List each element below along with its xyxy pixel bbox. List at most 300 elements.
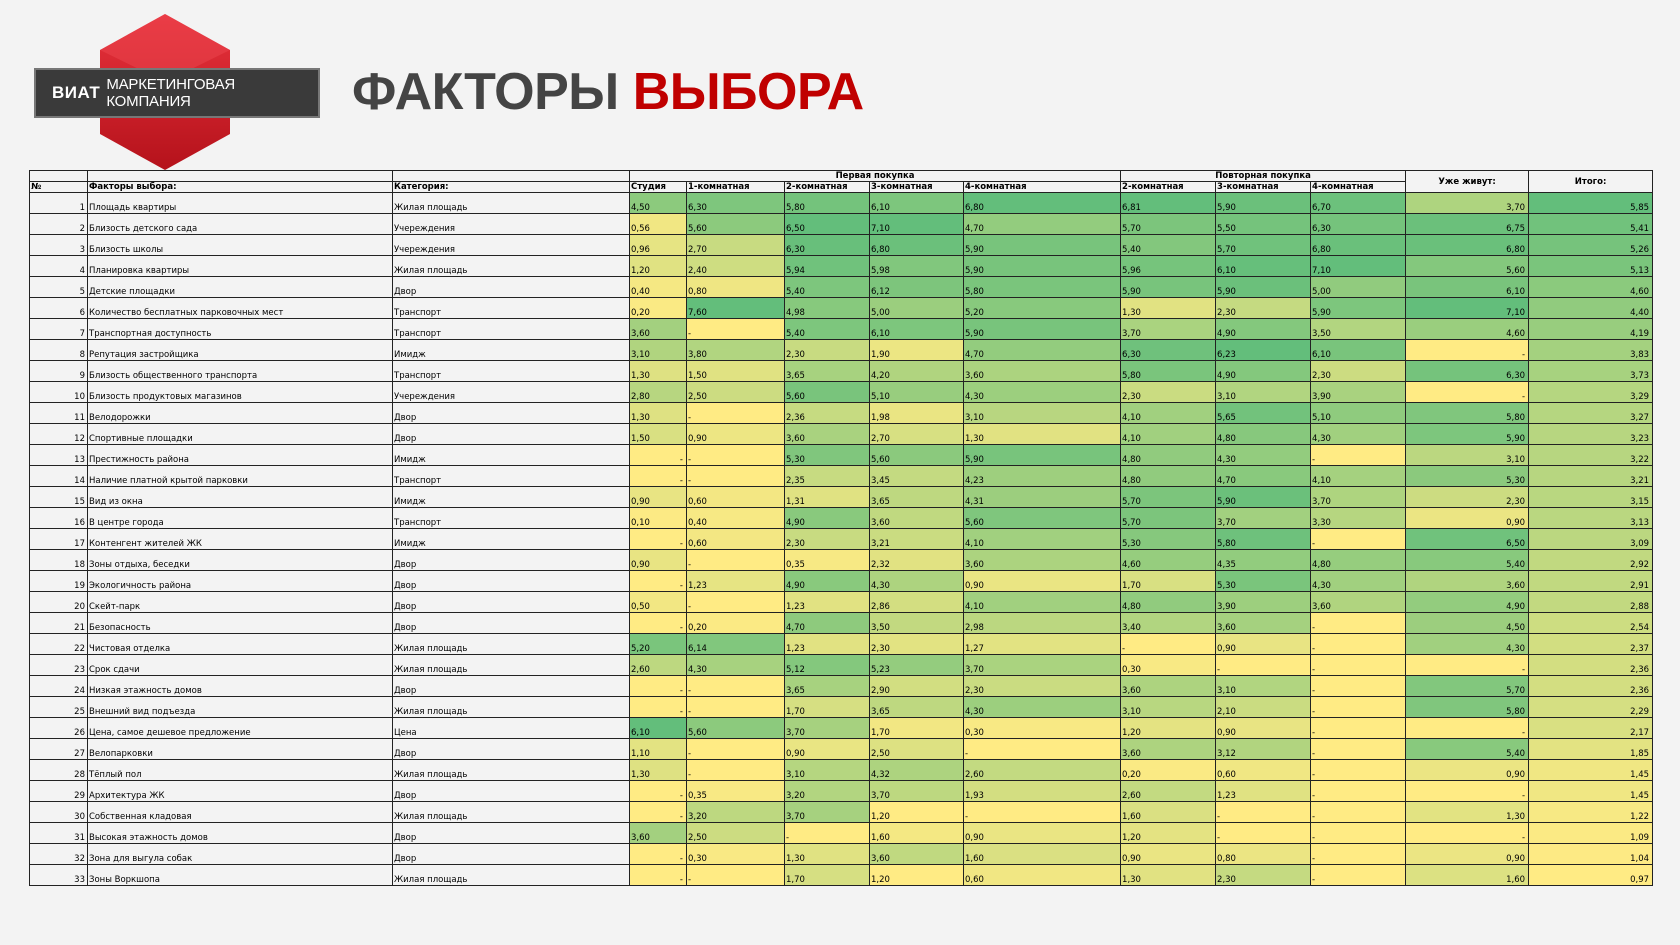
value-cell: 0,60: [1216, 760, 1311, 781]
category-cell: Жилая площадь: [393, 655, 630, 676]
value-cell: 4,80: [1121, 466, 1216, 487]
table-row: [30, 256, 1653, 277]
factor-cell: Близость продуктовых магазинов: [88, 382, 393, 403]
already-live-cell: 6,80: [1406, 235, 1529, 256]
value-cell: 6,81: [1121, 193, 1216, 214]
value-cell: 3,20: [785, 781, 870, 802]
value-cell: -: [687, 403, 785, 424]
table-row: [30, 634, 1653, 655]
table-row: [30, 823, 1653, 844]
header-blank: [30, 171, 88, 182]
category-cell: Учереждения: [393, 235, 630, 256]
value-cell: 4,30: [687, 655, 785, 676]
value-cell: 2,30: [964, 676, 1121, 697]
value-cell: 4,31: [964, 487, 1121, 508]
value-cell: 1,60: [964, 844, 1121, 865]
value-cell: 3,10: [785, 760, 870, 781]
value-cell: 5,70: [1216, 235, 1311, 256]
table-row: [30, 298, 1653, 319]
factor-cell: Архитектура ЖК: [88, 781, 393, 802]
total-cell: 2,36: [1529, 655, 1653, 676]
value-cell: 0,80: [687, 277, 785, 298]
table-row: [30, 193, 1653, 214]
value-cell: 1,30: [630, 361, 687, 382]
table-row: [30, 235, 1653, 256]
table-row: [30, 487, 1653, 508]
factor-cell: Репутация застройщика: [88, 340, 393, 361]
header-num: №: [30, 182, 88, 193]
value-cell: 6,70: [1311, 193, 1406, 214]
value-cell: 0,10: [630, 508, 687, 529]
value-cell: 0,40: [687, 508, 785, 529]
header-repeat-col: 4-комнатная: [1311, 182, 1406, 193]
total-cell: 5,13: [1529, 256, 1653, 277]
total-cell: 3,29: [1529, 382, 1653, 403]
value-cell: 4,90: [1216, 319, 1311, 340]
row-number: 28: [30, 760, 88, 781]
total-cell: 3,22: [1529, 445, 1653, 466]
already-live-cell: 1,60: [1406, 865, 1529, 886]
value-cell: -: [1121, 634, 1216, 655]
value-cell: -: [964, 739, 1121, 760]
table-row: [30, 697, 1653, 718]
value-cell: -: [630, 865, 687, 886]
value-cell: 2,32: [870, 550, 964, 571]
value-cell: -: [964, 802, 1121, 823]
value-cell: -: [1311, 760, 1406, 781]
value-cell: 6,30: [1311, 214, 1406, 235]
row-number: 1: [30, 193, 88, 214]
total-cell: 5,26: [1529, 235, 1653, 256]
value-cell: 5,30: [785, 445, 870, 466]
value-cell: 4,10: [964, 592, 1121, 613]
table-row: [30, 739, 1653, 760]
row-number: 27: [30, 739, 88, 760]
value-cell: 2,98: [964, 613, 1121, 634]
value-cell: 5,00: [1311, 277, 1406, 298]
table-body: [30, 193, 1653, 886]
value-cell: 5,60: [687, 214, 785, 235]
value-cell: 5,90: [1216, 193, 1311, 214]
value-cell: -: [687, 550, 785, 571]
value-cell: 2,30: [1216, 298, 1311, 319]
row-number: 30: [30, 802, 88, 823]
value-cell: 2,70: [687, 235, 785, 256]
value-cell: 7,60: [687, 298, 785, 319]
row-number: 15: [30, 487, 88, 508]
factor-cell: Велопарковки: [88, 739, 393, 760]
factor-cell: Близость детского сада: [88, 214, 393, 235]
total-cell: 2,91: [1529, 571, 1653, 592]
row-number: 33: [30, 865, 88, 886]
value-cell: 4,90: [1216, 361, 1311, 382]
table-row: [30, 424, 1653, 445]
table-row: [30, 340, 1653, 361]
value-cell: 3,70: [1216, 508, 1311, 529]
value-cell: -: [1311, 697, 1406, 718]
value-cell: 0,50: [630, 592, 687, 613]
category-cell: Двор: [393, 424, 630, 445]
total-cell: 0,97: [1529, 865, 1653, 886]
value-cell: 1,30: [964, 424, 1121, 445]
value-cell: 3,10: [964, 403, 1121, 424]
table-row: [30, 571, 1653, 592]
total-cell: 2,36: [1529, 676, 1653, 697]
value-cell: 5,40: [785, 319, 870, 340]
category-cell: Двор: [393, 781, 630, 802]
value-cell: 4,30: [964, 697, 1121, 718]
value-cell: -: [1311, 823, 1406, 844]
value-cell: -: [630, 697, 687, 718]
table-row: [30, 718, 1653, 739]
value-cell: -: [687, 466, 785, 487]
table-row: [30, 382, 1653, 403]
title-part-1: ФАКТОРЫ: [352, 63, 619, 121]
value-cell: 4,32: [870, 760, 964, 781]
value-cell: 5,50: [1216, 214, 1311, 235]
value-cell: 4,30: [964, 382, 1121, 403]
factor-cell: Транспортная доступность: [88, 319, 393, 340]
value-cell: -: [687, 319, 785, 340]
value-cell: 1,27: [964, 634, 1121, 655]
row-number: 25: [30, 697, 88, 718]
value-cell: 4,30: [870, 571, 964, 592]
total-cell: 3,15: [1529, 487, 1653, 508]
value-cell: 5,90: [964, 445, 1121, 466]
title-part-2: ВЫБОРА: [632, 63, 864, 121]
value-cell: 2,30: [1216, 865, 1311, 886]
value-cell: 5,90: [1216, 487, 1311, 508]
value-cell: 0,90: [630, 550, 687, 571]
value-cell: -: [1311, 529, 1406, 550]
total-cell: 5,41: [1529, 214, 1653, 235]
value-cell: 3,90: [1216, 592, 1311, 613]
value-cell: 2,35: [785, 466, 870, 487]
value-cell: 0,90: [630, 487, 687, 508]
value-cell: 5,00: [870, 298, 964, 319]
value-cell: 5,80: [1121, 361, 1216, 382]
value-cell: 6,10: [1216, 256, 1311, 277]
value-cell: 3,60: [630, 319, 687, 340]
category-cell: Цена: [393, 718, 630, 739]
value-cell: 3,70: [785, 718, 870, 739]
value-cell: 2,30: [1121, 382, 1216, 403]
value-cell: 5,30: [1121, 529, 1216, 550]
value-cell: 6,80: [1311, 235, 1406, 256]
table-row: [30, 802, 1653, 823]
factor-cell: Срок сдачи: [88, 655, 393, 676]
already-live-cell: 5,90: [1406, 424, 1529, 445]
table-row: [30, 865, 1653, 886]
total-cell: 3,83: [1529, 340, 1653, 361]
header-blank: [88, 171, 393, 182]
value-cell: 0,20: [1121, 760, 1216, 781]
total-cell: 2,17: [1529, 718, 1653, 739]
value-cell: -: [1311, 739, 1406, 760]
already-live-cell: 5,30: [1406, 466, 1529, 487]
category-cell: Имидж: [393, 529, 630, 550]
value-cell: 3,70: [870, 781, 964, 802]
value-cell: -: [687, 445, 785, 466]
row-number: 9: [30, 361, 88, 382]
value-cell: 2,50: [687, 382, 785, 403]
value-cell: 4,80: [1216, 424, 1311, 445]
total-cell: 3,13: [1529, 508, 1653, 529]
value-cell: 6,14: [687, 634, 785, 655]
already-live-cell: 5,40: [1406, 739, 1529, 760]
table-row: [30, 445, 1653, 466]
page-title: [352, 62, 864, 122]
value-cell: -: [1216, 802, 1311, 823]
value-cell: 3,12: [1216, 739, 1311, 760]
total-cell: 1,85: [1529, 739, 1653, 760]
total-cell: 4,19: [1529, 319, 1653, 340]
already-live-cell: 4,90: [1406, 592, 1529, 613]
category-cell: Транспорт: [393, 298, 630, 319]
value-cell: 5,10: [1311, 403, 1406, 424]
category-cell: Двор: [393, 403, 630, 424]
value-cell: 6,12: [870, 277, 964, 298]
value-cell: 3,90: [1311, 382, 1406, 403]
already-live-cell: 1,30: [1406, 802, 1529, 823]
category-cell: Двор: [393, 613, 630, 634]
value-cell: 2,70: [870, 424, 964, 445]
row-number: 13: [30, 445, 88, 466]
value-cell: 3,10: [1121, 697, 1216, 718]
value-cell: 1,70: [785, 697, 870, 718]
already-live-cell: 5,40: [1406, 550, 1529, 571]
value-cell: 5,80: [785, 193, 870, 214]
table-row: [30, 760, 1653, 781]
header-first-col: 3-комнатная: [870, 182, 964, 193]
value-cell: 4,10: [1311, 466, 1406, 487]
value-cell: 1,10: [630, 739, 687, 760]
table-row: [30, 361, 1653, 382]
category-cell: Двор: [393, 571, 630, 592]
value-cell: -: [687, 739, 785, 760]
value-cell: 4,98: [785, 298, 870, 319]
total-cell: 2,92: [1529, 550, 1653, 571]
value-cell: 5,60: [870, 445, 964, 466]
value-cell: -: [630, 676, 687, 697]
value-cell: 3,60: [870, 508, 964, 529]
value-cell: 3,80: [687, 340, 785, 361]
value-cell: -: [630, 613, 687, 634]
header-first-col: 2-комнатная: [785, 182, 870, 193]
table-row: [30, 277, 1653, 298]
value-cell: 2,90: [870, 676, 964, 697]
row-number: 20: [30, 592, 88, 613]
value-cell: 0,35: [687, 781, 785, 802]
row-number: 17: [30, 529, 88, 550]
category-cell: Жилая площадь: [393, 634, 630, 655]
value-cell: 1,20: [1121, 823, 1216, 844]
already-live-cell: 5,60: [1406, 256, 1529, 277]
value-cell: 1,23: [785, 592, 870, 613]
value-cell: 1,60: [1121, 802, 1216, 823]
already-live-cell: 5,70: [1406, 676, 1529, 697]
value-cell: 5,70: [1121, 487, 1216, 508]
value-cell: 0,30: [687, 844, 785, 865]
total-cell: 3,09: [1529, 529, 1653, 550]
table-row: [30, 592, 1653, 613]
value-cell: 2,50: [870, 739, 964, 760]
row-number: 14: [30, 466, 88, 487]
value-cell: 3,45: [870, 466, 964, 487]
total-cell: 1,45: [1529, 781, 1653, 802]
table-row: [30, 613, 1653, 634]
value-cell: 3,60: [1311, 592, 1406, 613]
header-first-col: 1-комнатная: [687, 182, 785, 193]
row-number: 19: [30, 571, 88, 592]
value-cell: 3,60: [964, 361, 1121, 382]
value-cell: -: [687, 592, 785, 613]
category-cell: Транспорт: [393, 319, 630, 340]
value-cell: 5,90: [1311, 298, 1406, 319]
value-cell: 4,20: [870, 361, 964, 382]
value-cell: 2,86: [870, 592, 964, 613]
total-cell: 1,22: [1529, 802, 1653, 823]
value-cell: 0,60: [964, 865, 1121, 886]
value-cell: -: [785, 823, 870, 844]
value-cell: -: [1311, 445, 1406, 466]
value-cell: 0,35: [785, 550, 870, 571]
value-cell: 2,60: [964, 760, 1121, 781]
value-cell: 4,70: [964, 214, 1121, 235]
value-cell: 6,80: [870, 235, 964, 256]
value-cell: 0,60: [687, 487, 785, 508]
value-cell: 2,60: [630, 655, 687, 676]
logo-banner: [34, 68, 320, 118]
category-cell: Имидж: [393, 487, 630, 508]
category-cell: Жилая площадь: [393, 193, 630, 214]
value-cell: 1,20: [630, 256, 687, 277]
value-cell: -: [630, 445, 687, 466]
value-cell: 2,36: [785, 403, 870, 424]
value-cell: -: [1311, 844, 1406, 865]
value-cell: 5,70: [1121, 508, 1216, 529]
factor-cell: Цена, самое дешевое предложение: [88, 718, 393, 739]
value-cell: 3,70: [1121, 319, 1216, 340]
value-cell: 1,90: [870, 340, 964, 361]
value-cell: 3,70: [1311, 487, 1406, 508]
row-number: 6: [30, 298, 88, 319]
already-live-cell: 6,10: [1406, 277, 1529, 298]
factor-cell: В центре города: [88, 508, 393, 529]
factors-table-container: [29, 170, 1652, 886]
factor-cell: Количество бесплатных парковочных мест: [88, 298, 393, 319]
value-cell: 5,90: [1216, 277, 1311, 298]
value-cell: -: [1311, 781, 1406, 802]
factor-cell: Экологичность района: [88, 571, 393, 592]
factor-cell: Близость школы: [88, 235, 393, 256]
already-live-cell: 0,90: [1406, 844, 1529, 865]
factor-cell: Зоны Воркшопа: [88, 865, 393, 886]
category-cell: Транспорт: [393, 361, 630, 382]
value-cell: -: [687, 760, 785, 781]
value-cell: -: [687, 697, 785, 718]
value-cell: 1,60: [870, 823, 964, 844]
factors-table: [29, 170, 1653, 886]
row-number: 4: [30, 256, 88, 277]
category-cell: Двор: [393, 676, 630, 697]
already-live-cell: 3,70: [1406, 193, 1529, 214]
already-live-cell: 3,10: [1406, 445, 1529, 466]
category-cell: Двор: [393, 592, 630, 613]
already-live-cell: 0,90: [1406, 760, 1529, 781]
value-cell: 0,90: [964, 571, 1121, 592]
table-row: [30, 403, 1653, 424]
header-first-col: 4-комнатная: [964, 182, 1121, 193]
table-row: [30, 655, 1653, 676]
value-cell: 1,70: [870, 718, 964, 739]
total-cell: 1,09: [1529, 823, 1653, 844]
category-cell: Жилая площадь: [393, 802, 630, 823]
table-row: [30, 844, 1653, 865]
row-number: 16: [30, 508, 88, 529]
row-number: 18: [30, 550, 88, 571]
value-cell: 1,31: [785, 487, 870, 508]
value-cell: 4,80: [1121, 445, 1216, 466]
value-cell: 3,60: [964, 550, 1121, 571]
value-cell: -: [1311, 802, 1406, 823]
row-number: 24: [30, 676, 88, 697]
row-number: 31: [30, 823, 88, 844]
value-cell: 3,20: [687, 802, 785, 823]
header-category: Категория:: [393, 182, 630, 193]
value-cell: 5,20: [630, 634, 687, 655]
row-number: 23: [30, 655, 88, 676]
value-cell: 5,90: [964, 256, 1121, 277]
header-total: Итого:: [1529, 171, 1653, 193]
total-cell: 2,88: [1529, 592, 1653, 613]
row-number: 32: [30, 844, 88, 865]
factor-cell: Внешний вид подъезда: [88, 697, 393, 718]
value-cell: 0,40: [630, 277, 687, 298]
value-cell: 2,30: [870, 634, 964, 655]
value-cell: 0,20: [630, 298, 687, 319]
factor-cell: Высокая этажность домов: [88, 823, 393, 844]
value-cell: 1,23: [687, 571, 785, 592]
factor-cell: Близость общественного транспорта: [88, 361, 393, 382]
category-cell: Двор: [393, 550, 630, 571]
value-cell: 5,23: [870, 655, 964, 676]
row-number: 12: [30, 424, 88, 445]
category-cell: Жилая площадь: [393, 760, 630, 781]
value-cell: 3,60: [870, 844, 964, 865]
total-cell: 2,54: [1529, 613, 1653, 634]
row-number: 11: [30, 403, 88, 424]
already-live-cell: -: [1406, 718, 1529, 739]
value-cell: 5,60: [785, 382, 870, 403]
value-cell: 5,10: [870, 382, 964, 403]
already-live-cell: 6,30: [1406, 361, 1529, 382]
value-cell: 2,60: [1121, 781, 1216, 802]
value-cell: 4,10: [964, 529, 1121, 550]
value-cell: 2,40: [687, 256, 785, 277]
value-cell: -: [630, 529, 687, 550]
value-cell: 3,60: [1121, 739, 1216, 760]
category-cell: Двор: [393, 844, 630, 865]
value-cell: 4,23: [964, 466, 1121, 487]
value-cell: 0,80: [1216, 844, 1311, 865]
logo-tagline: МАРКЕТИНГОВАЯ КОМПАНИЯ: [106, 76, 236, 110]
value-cell: 1,30: [630, 760, 687, 781]
value-cell: 0,60: [687, 529, 785, 550]
value-cell: 0,90: [1216, 634, 1311, 655]
table-row: [30, 676, 1653, 697]
value-cell: 6,30: [1121, 340, 1216, 361]
